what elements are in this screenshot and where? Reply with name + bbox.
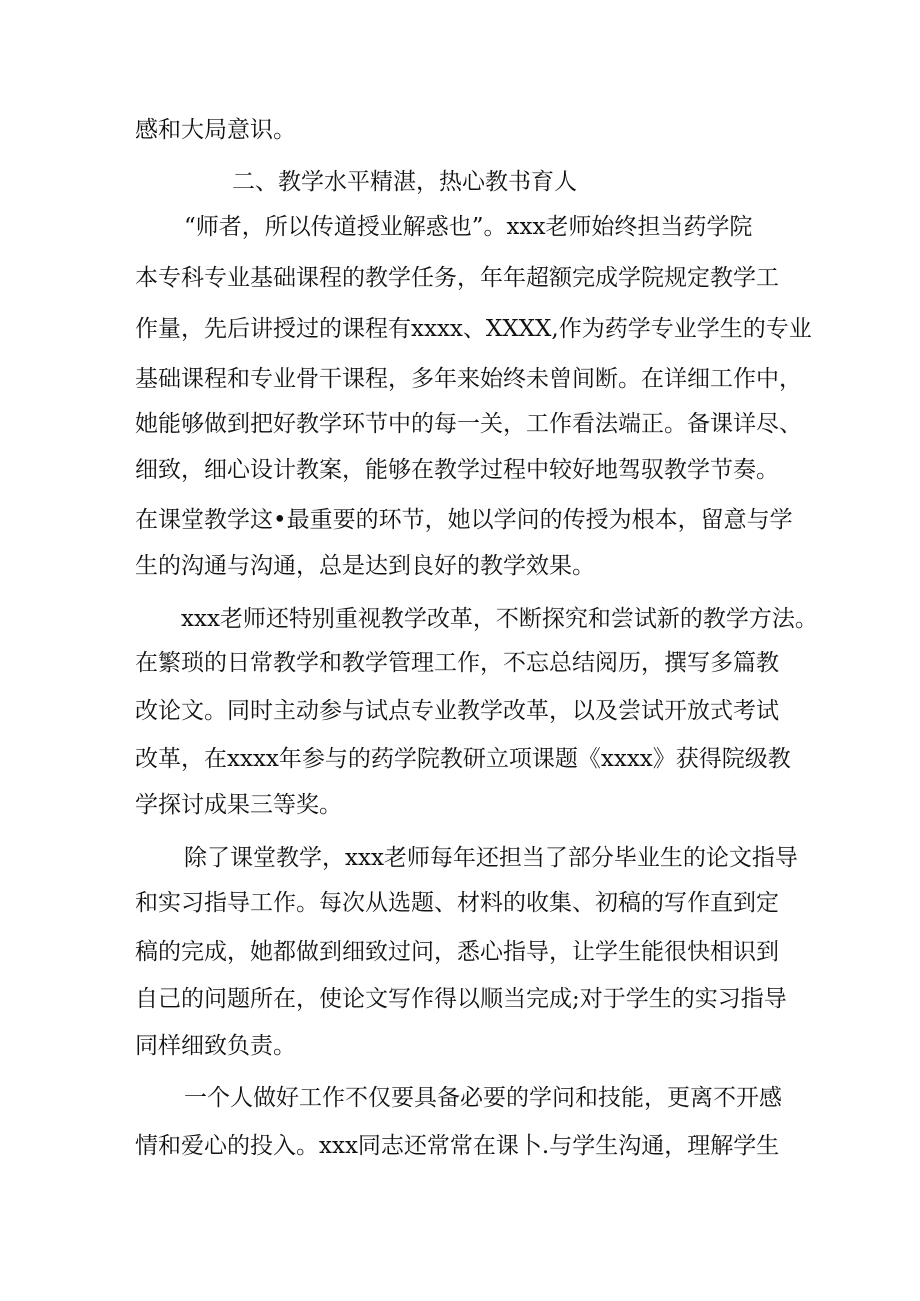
text-line: 学探讨成果三等奖。 xyxy=(135,792,342,818)
text-line: 作量，先后讲授过的课程有xxxx、XXXX,作为药学专业学生的专业 xyxy=(135,316,812,342)
text-line: 细致，细心设计教案，能够在教学过程中较好地驾驭教学节奏。 xyxy=(135,457,779,483)
text-line: 生的沟通与沟通，总是达到良好的教学效果。 xyxy=(135,553,595,579)
text-line: 同样细致负责。 xyxy=(135,1033,296,1059)
text-line: 和实习指导工作。每次从选题、材料的收集、初稿的写作直到定 xyxy=(135,890,779,916)
text-line: 在繁琐的日常教学和教学管理工作，不忘总结阅历，撰写多篇教 xyxy=(135,650,779,676)
paragraph-first-line: 除了课堂教学，xxx老师每年还担当了部分毕业生的论文指导 xyxy=(184,845,798,871)
paragraph-first-line: 一个人做好工作不仅要具备必要的学问和技能，更离不开感 xyxy=(184,1085,782,1111)
text-line: 情和爱心的投入。xxx同志还常常在课卜.与学生沟通，理解学生 xyxy=(135,1133,780,1159)
text-line: 基础课程和专业骨干课程，多年来始终未曾间断。在详细工作中， xyxy=(135,366,802,392)
paragraph-first-line: “师者，所以传道授业解惑也”。xxx老师始终担当药学院 xyxy=(184,214,753,240)
section-heading: 二、教学水平精湛，热心教书育人 xyxy=(232,169,577,195)
paragraph-first-line: xxx老师还特别重视教学改革，不断探究和尝试新的教学方法。 xyxy=(181,606,818,632)
text-line: 在课堂教学这•最重要的环节，她以学问的传授为根本，留意与学 xyxy=(135,507,793,533)
text-line: 改论文。同时主动参与试点专业教学改革，以及尝试开放式考试 xyxy=(135,698,779,724)
text-line: 稿的完成，她都做到细致过问，悉心指导，让学生能很快相识到 xyxy=(135,939,779,965)
text-line: 感和大局意识。 xyxy=(135,117,296,143)
text-line: 改革，在xxxx年参与的药学院教研立项课题《xxxx》获得院级教 xyxy=(135,746,791,772)
text-line: 本专科专业基础课程的教学任务，年年超额完成学院规定教学工 xyxy=(135,265,779,291)
text-line: 她能够做到把好教学环节中的每一关，工作看法端正。备课详尽、 xyxy=(135,411,802,437)
text-line: 自己的问题所在，使论文写作得以顺当完成;对于学生的实习指导 xyxy=(135,986,787,1012)
